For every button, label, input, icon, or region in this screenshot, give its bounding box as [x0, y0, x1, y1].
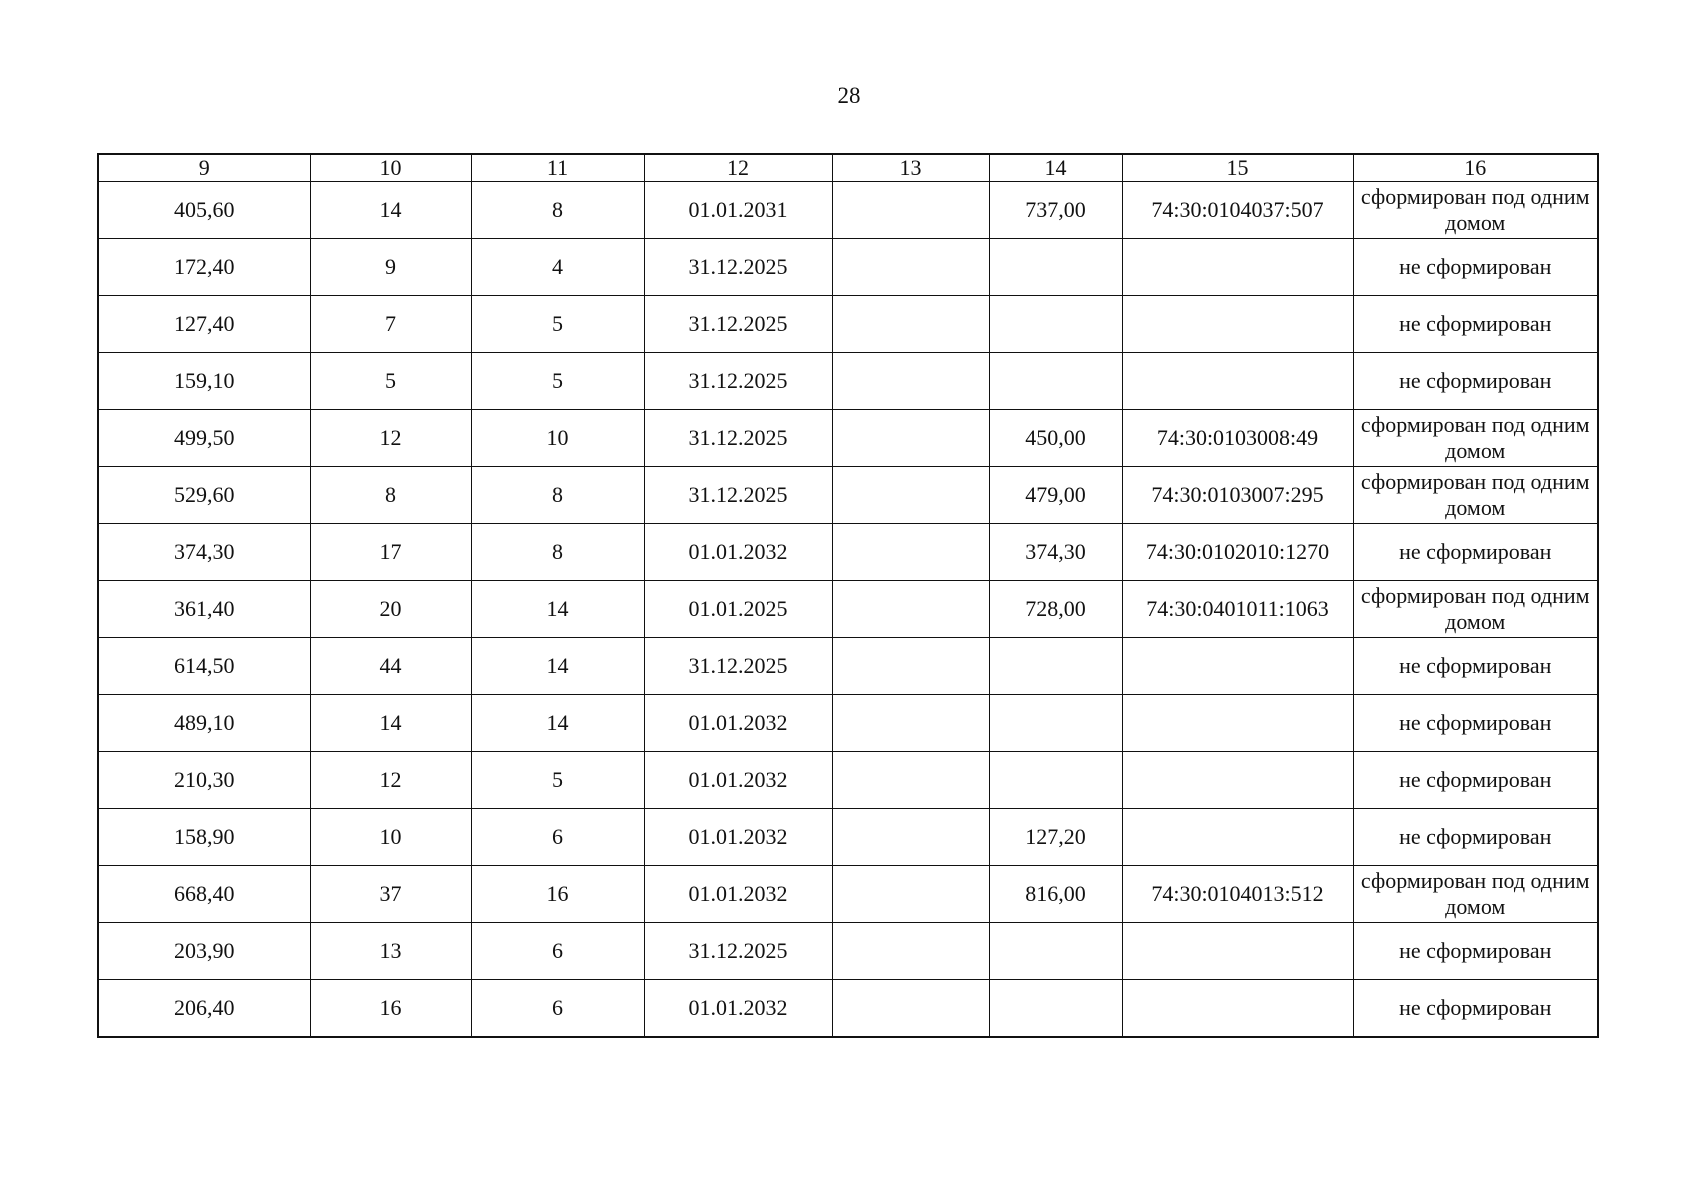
land-area-cell	[989, 296, 1122, 353]
status-cell: не сформирован	[1353, 923, 1598, 980]
date-cell: 31.12.2025	[644, 467, 832, 524]
count-cell: 8	[471, 467, 644, 524]
table-row	[98, 923, 1598, 980]
land-area-cell: 737,00	[989, 182, 1122, 239]
land-area-cell: 728,00	[989, 581, 1122, 638]
count-cell: 6	[471, 980, 644, 1038]
date-cell: 01.01.2032	[644, 752, 832, 809]
land-area-cell: 816,00	[989, 866, 1122, 923]
table-row	[98, 353, 1598, 410]
date-cell: 01.01.2032	[644, 809, 832, 866]
cadastral-number-cell	[1122, 296, 1353, 353]
count-cell: 7	[310, 296, 471, 353]
empty-cell	[832, 467, 989, 524]
cadastral-number-cell	[1122, 353, 1353, 410]
column-header: 10	[310, 154, 471, 182]
count-cell: 14	[310, 695, 471, 752]
cadastral-number-cell	[1122, 809, 1353, 866]
land-area-cell	[989, 239, 1122, 296]
empty-cell	[832, 866, 989, 923]
status-cell: сформирован под одним домом	[1353, 410, 1598, 467]
status-cell: не сформирован	[1353, 752, 1598, 809]
area-cell: 405,60	[98, 182, 310, 239]
table-row	[98, 752, 1598, 809]
count-cell: 10	[310, 809, 471, 866]
date-cell: 01.01.2032	[644, 980, 832, 1038]
empty-cell	[832, 923, 989, 980]
table-row	[98, 581, 1598, 638]
table-row	[98, 182, 1598, 239]
count-cell: 8	[310, 467, 471, 524]
date-cell: 31.12.2025	[644, 410, 832, 467]
count-cell: 14	[471, 581, 644, 638]
count-cell: 17	[310, 524, 471, 581]
cadastral-number-cell: 74:30:0401011:1063	[1122, 581, 1353, 638]
cadastral-number-cell	[1122, 638, 1353, 695]
table-row	[98, 695, 1598, 752]
table-header	[98, 154, 1598, 182]
count-cell: 10	[471, 410, 644, 467]
empty-cell	[832, 581, 989, 638]
area-cell: 127,40	[98, 296, 310, 353]
land-area-cell: 127,20	[989, 809, 1122, 866]
count-cell: 14	[310, 182, 471, 239]
area-cell: 172,40	[98, 239, 310, 296]
count-cell: 6	[471, 923, 644, 980]
count-cell: 37	[310, 866, 471, 923]
registry-table	[97, 153, 1599, 1038]
status-cell: не сформирован	[1353, 980, 1598, 1038]
area-cell: 203,90	[98, 923, 310, 980]
land-area-cell	[989, 980, 1122, 1038]
date-cell: 01.01.2032	[644, 866, 832, 923]
count-cell: 12	[310, 410, 471, 467]
status-cell: не сформирован	[1353, 809, 1598, 866]
table-body	[98, 182, 1598, 1038]
status-cell: не сформирован	[1353, 638, 1598, 695]
status-cell: не сформирован	[1353, 239, 1598, 296]
land-area-cell	[989, 752, 1122, 809]
area-cell: 529,60	[98, 467, 310, 524]
empty-cell	[832, 182, 989, 239]
table-row	[98, 638, 1598, 695]
count-cell: 9	[310, 239, 471, 296]
count-cell: 44	[310, 638, 471, 695]
land-area-cell	[989, 638, 1122, 695]
land-area-cell	[989, 695, 1122, 752]
page-number: 28	[837, 83, 861, 108]
column-header: 12	[644, 154, 832, 182]
cadastral-number-cell	[1122, 980, 1353, 1038]
count-cell: 6	[471, 809, 644, 866]
date-cell: 31.12.2025	[644, 353, 832, 410]
cadastral-number-cell: 74:30:0103008:49	[1122, 410, 1353, 467]
empty-cell	[832, 239, 989, 296]
empty-cell	[832, 353, 989, 410]
area-cell: 374,30	[98, 524, 310, 581]
count-cell: 5	[471, 353, 644, 410]
area-cell: 614,50	[98, 638, 310, 695]
area-cell: 158,90	[98, 809, 310, 866]
column-header: 14	[989, 154, 1122, 182]
date-cell: 01.01.2032	[644, 524, 832, 581]
empty-cell	[832, 695, 989, 752]
area-cell: 206,40	[98, 980, 310, 1038]
column-header: 15	[1122, 154, 1353, 182]
area-cell: 210,30	[98, 752, 310, 809]
date-cell: 01.01.2031	[644, 182, 832, 239]
land-area-cell: 374,30	[989, 524, 1122, 581]
status-cell: сформирован под одним домом	[1353, 581, 1598, 638]
table-row	[98, 239, 1598, 296]
status-cell: сформирован под одним домом	[1353, 467, 1598, 524]
count-cell: 5	[471, 752, 644, 809]
table-row	[98, 524, 1598, 581]
table-row	[98, 296, 1598, 353]
date-cell: 31.12.2025	[644, 296, 832, 353]
cadastral-number-cell	[1122, 239, 1353, 296]
table-row	[98, 467, 1598, 524]
status-cell: сформирован под одним домом	[1353, 866, 1598, 923]
count-cell: 14	[471, 695, 644, 752]
count-cell: 5	[471, 296, 644, 353]
column-header: 9	[98, 154, 310, 182]
cadastral-number-cell: 74:30:0102010:1270	[1122, 524, 1353, 581]
count-cell: 12	[310, 752, 471, 809]
land-area-cell	[989, 353, 1122, 410]
empty-cell	[832, 410, 989, 467]
status-cell: не сформирован	[1353, 695, 1598, 752]
table-row	[98, 410, 1598, 467]
cadastral-number-cell: 74:30:0104037:507	[1122, 182, 1353, 239]
count-cell: 4	[471, 239, 644, 296]
date-cell: 01.01.2032	[644, 695, 832, 752]
date-cell: 31.12.2025	[644, 638, 832, 695]
cadastral-number-cell: 74:30:0103007:295	[1122, 467, 1353, 524]
count-cell: 14	[471, 638, 644, 695]
area-cell: 668,40	[98, 866, 310, 923]
empty-cell	[832, 638, 989, 695]
column-header: 11	[471, 154, 644, 182]
area-cell: 361,40	[98, 581, 310, 638]
empty-cell	[832, 524, 989, 581]
count-cell: 20	[310, 581, 471, 638]
empty-cell	[832, 809, 989, 866]
land-area-cell	[989, 923, 1122, 980]
status-cell: не сформирован	[1353, 353, 1598, 410]
area-cell: 499,50	[98, 410, 310, 467]
count-cell: 13	[310, 923, 471, 980]
empty-cell	[832, 296, 989, 353]
date-cell: 31.12.2025	[644, 923, 832, 980]
area-cell: 489,10	[98, 695, 310, 752]
empty-cell	[832, 752, 989, 809]
table-row	[98, 866, 1598, 923]
cadastral-number-cell	[1122, 923, 1353, 980]
column-header: 13	[832, 154, 989, 182]
cadastral-number-cell: 74:30:0104013:512	[1122, 866, 1353, 923]
status-cell: не сформирован	[1353, 524, 1598, 581]
count-cell: 5	[310, 353, 471, 410]
date-cell: 01.01.2025	[644, 581, 832, 638]
count-cell: 8	[471, 524, 644, 581]
status-cell: сформирован под одним домом	[1353, 182, 1598, 239]
column-header: 16	[1353, 154, 1598, 182]
status-cell: не сформирован	[1353, 296, 1598, 353]
cadastral-number-cell	[1122, 752, 1353, 809]
count-cell: 16	[471, 866, 644, 923]
table-row	[98, 809, 1598, 866]
cadastral-number-cell	[1122, 695, 1353, 752]
area-cell: 159,10	[98, 353, 310, 410]
date-cell: 31.12.2025	[644, 239, 832, 296]
empty-cell	[832, 980, 989, 1038]
land-area-cell: 479,00	[989, 467, 1122, 524]
count-cell: 8	[471, 182, 644, 239]
table-row	[98, 980, 1598, 1038]
count-cell: 16	[310, 980, 471, 1038]
land-area-cell: 450,00	[989, 410, 1122, 467]
header-row	[98, 154, 1598, 182]
